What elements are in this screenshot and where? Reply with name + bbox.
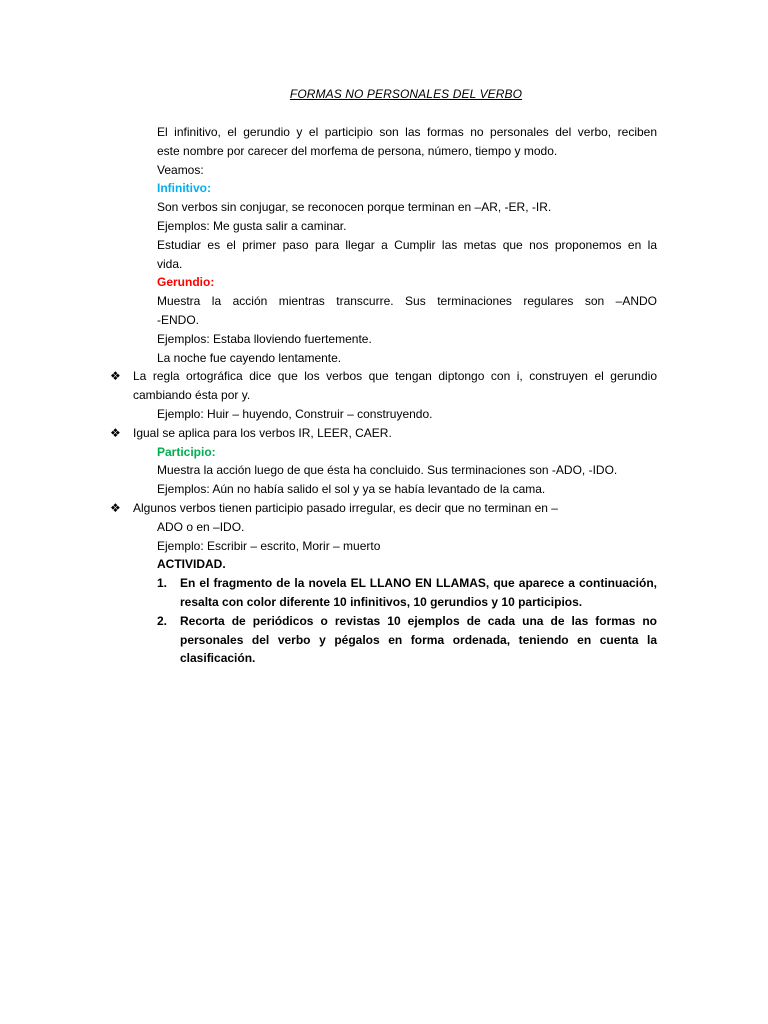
list-item <box>0 424 768 443</box>
list-item <box>0 367 768 386</box>
item-2-line-2: personales del verbo y pégalos en forma ordenada, teniendo en cuenta la <box>180 632 657 647</box>
participio-heading: Participio: <box>157 444 216 459</box>
participio-line-1: Muestra la acción luego de que ésta ha concluido. Sus terminaciones son -ADO, -IDO. <box>157 463 618 478</box>
gerundio-line-4: La noche fue cayendo lentamente. <box>157 350 342 365</box>
intro-line-3: Veamos: <box>157 162 204 177</box>
document-title: FORMAS NO PERSONALES DEL VERBO <box>289 87 523 101</box>
bullet-3-line-2: ADO o en –IDO. <box>157 519 245 534</box>
infinitivo-line-3: Estudiar es el primer paso para llegar a Cumplir las metas que nos proponemos en la <box>157 237 657 252</box>
item-1-number: 1. <box>157 576 168 591</box>
list-item <box>0 574 768 593</box>
bullet-3-example: Ejemplo: Escribir – escrito, Morir – muerto <box>157 538 381 553</box>
infinitivo-line-2: Ejemplos: Me gusta salir a caminar. <box>157 218 347 233</box>
bullet-icon: ❖ <box>110 425 121 440</box>
item-2-number: 2. <box>157 613 168 628</box>
infinitivo-heading: Infinitivo: <box>157 181 211 196</box>
intro-line-2: este nombre por carecer del morfema de persona, número, tiempo y modo. <box>157 143 558 158</box>
actividad-heading: ACTIVIDAD. <box>157 557 226 572</box>
item-2-line-3: clasificación. <box>180 651 256 666</box>
participio-line-2: Ejemplos: Aún no había salido el sol y ya se había levantado de la cama. <box>157 482 546 497</box>
bullet-1-line-2: cambiando ésta por y. <box>133 388 251 403</box>
gerundio-line-1: Muestra la acción mientras transcurre. Sus terminaciones regulares son –ANDO <box>157 294 657 309</box>
list-item <box>0 612 768 631</box>
bullet-3-line-1: Algunos verbos tienen participio pasado irregular, es decir que no terminan en – <box>133 500 558 515</box>
infinitivo-line-1: Son verbos sin conjugar, se reconocen porque terminan en –AR, -ER, -IR. <box>157 200 552 215</box>
gerundio-heading: Gerundio: <box>157 275 215 290</box>
intro-line-1: El infinitivo, el gerundio y el participio son las formas no personales del verbo, reciben <box>157 125 657 139</box>
gerundio-line-3: Ejemplos: Estaba lloviendo fuertemente. <box>157 331 372 346</box>
bullet-1-example: Ejemplo: Huir – huyendo, Construir – construyendo. <box>157 406 433 421</box>
item-2-line-1: Recorta de periódicos o revistas 10 ejemplos de cada una de las formas no <box>180 613 657 628</box>
item-1-line-2: resalta con color diferente 10 infinitivos, 10 gerundios y 10 participios. <box>180 594 583 609</box>
document-body <box>0 123 768 668</box>
gerundio-line-2: -ENDO. <box>157 312 199 327</box>
bullet-icon: ❖ <box>110 369 121 384</box>
bullet-icon: ❖ <box>110 500 121 515</box>
item-1-line-1: En el fragmento de la novela EL LLANO EN LLAMAS, que aparece a continuación, <box>180 576 657 591</box>
infinitivo-line-4: vida. <box>157 256 183 271</box>
bullet-1-line-1: La regla ortográfica dice que los verbos que tengan diptongo con i, construyen el gerundio <box>133 369 657 384</box>
bullet-2-text: Igual se aplica para los verbos IR, LEER, CAER. <box>133 425 392 440</box>
list-item <box>0 499 768 518</box>
